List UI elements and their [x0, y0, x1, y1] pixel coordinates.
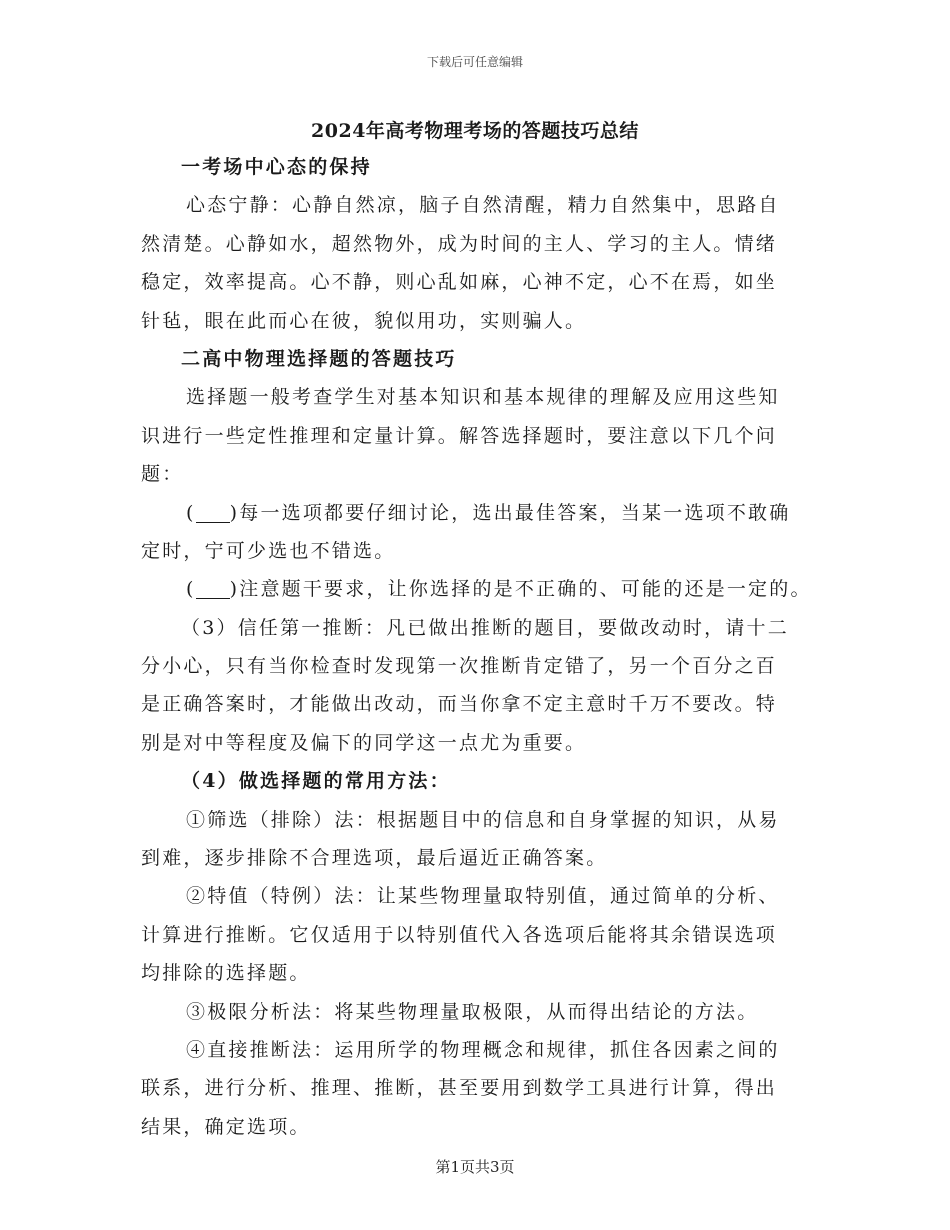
paragraph-line: 是正确答案时，才能做出改动，而当你拿不定主意时千万不要改。特 [141, 693, 778, 716]
header-note: 下载后可任意编辑 [426, 55, 523, 69]
list-item [141, 570, 821, 608]
paragraph-line: 针毡，眼在此而心在彼，貌似用功，实则骗人。 [141, 309, 587, 332]
paragraph-line: 然清楚。心静如水，超然物外，成为时间的主人、学习的主人。情绪 [141, 232, 778, 255]
list-item [141, 494, 821, 532]
paragraph-line: 分小心，只有当你检查时发现第一次推断肯定错了，另一个百分之百 [141, 655, 778, 678]
paren-open: ( [186, 501, 196, 524]
paragraph-line: 题： [141, 463, 184, 486]
paragraph-line: ②特值（特例）法：让某些物理量取特别值，通过简单的分析、 [186, 885, 780, 908]
paragraph-line: ④直接推断法：运用所学的物理概念和规律，抓住各因素之间的 [186, 1038, 780, 1061]
paragraph-line: 到难，逐步排除不合理选项，最后逼近正确答案。 [141, 847, 608, 870]
list-item-text: )每一选项都要仔细讨论，选出最佳答案，当某一选项不敢确 [229, 501, 791, 524]
section-heading: 二高中物理选择题的答题技巧 [181, 347, 457, 370]
paragraph-line: （3）信任第一推断：凡已做出推断的题目，要做改动时，请十二 [181, 616, 789, 639]
paragraph-line: 识进行一些定性推理和定量计算。解答选择题时，要注意以下几个问 [141, 424, 778, 447]
page-footer: 第1页共3页 [435, 1158, 515, 1176]
paragraph-line: 联系，进行分析、推理、推断，甚至要用到数学工具进行计算，得出 [141, 1077, 778, 1100]
paragraph-line: 结果，确定选项。 [141, 1115, 311, 1138]
document-body [141, 148, 821, 1146]
section-heading: 一考场中心态的保持 [181, 156, 372, 178]
fill-blank [196, 500, 230, 523]
paragraph-line: 计算进行推断。它仅适用于以特别值代入各选项后能将其余错误选项 [141, 923, 778, 946]
list-item-text: )注意题干要求，让你选择的是不正确的、可能的还是一定的。 [229, 578, 812, 601]
paragraph-line: 心态宁静：心静自然凉，脑子自然清醒，精力自然集中，思路自 [186, 194, 780, 217]
paragraph-line: 稳定，效率提高。心不静，则心乱如麻，心神不定，心不在焉，如坐 [141, 271, 778, 294]
paragraph-line: ①筛选（排除）法：根据题目中的信息和自身掌握的知识，从易 [186, 808, 780, 831]
paragraph-line: ③极限分析法：将某些物理量取极限，从而得出结论的方法。 [186, 1000, 759, 1023]
paragraph-line: 定时，宁可少选也不错选。 [141, 539, 396, 562]
paragraph-line: 选择题一般考查学生对基本知识和基本规律的理解及应用这些知 [186, 386, 780, 409]
subsection-heading: （4）做选择题的常用方法： [181, 770, 451, 793]
fill-blank [196, 576, 230, 599]
paragraph-line: 别是对中等程度及偏下的同学这一点尤为重要。 [141, 731, 587, 754]
paragraph-line: 均排除的选择题。 [141, 962, 311, 985]
paren-open: ( [186, 578, 196, 601]
document-title: 2024年高考物理考场的答题技巧总结 [311, 120, 639, 142]
